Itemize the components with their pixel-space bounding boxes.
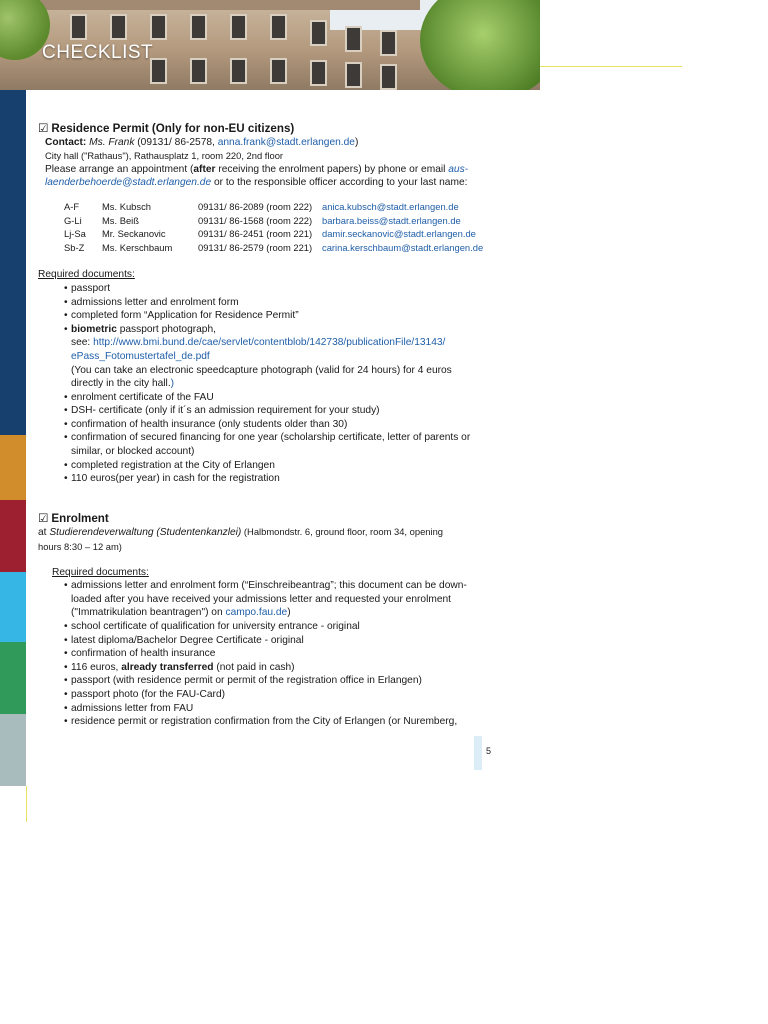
residence-section-title: ☑ Residence Permit (Only for non-EU citizens) [38, 122, 295, 135]
building-window [150, 14, 167, 40]
table-row: A-F Ms. Kubsch 09131/ 86-2089 (room 222) anica.kubsch@stadt.erlangen.de [64, 200, 483, 214]
building-window [270, 14, 287, 40]
color-bar-red [0, 500, 26, 572]
list-item: • passport (with residence permit or permit of the registration office in Erlangen) [64, 674, 508, 688]
list-item: • admissions letter and enrolment form (“Einschreibeantrag”; this document can be down- loaded after you have received your admissions letter and requested your enrolment ("Immatrikulation beantragen") on campo.fau.de) [64, 579, 508, 620]
list-item: • admissions letter and enrolment form [64, 296, 508, 310]
checkbox-icon: ☑ [38, 511, 49, 525]
tree-foliage-right [420, 0, 540, 90]
margin-rule [26, 786, 27, 822]
email-link[interactable]: anna.frank@stadt.erlangen.de [217, 136, 355, 148]
list-item: • residence permit or registration confirmation from the City of Erlangen (or Nuremberg, [64, 715, 508, 729]
color-bar-navy [0, 90, 26, 435]
enrolment-section-title: ☑ Enrolment [38, 511, 109, 525]
building-window [380, 64, 397, 90]
residence-contact: Contact: Ms. Frank (09131/ 86-2578, anna.frank@stadt.erlangen.de) [45, 136, 359, 148]
email-link[interactable]: barbara.beiss@stadt.erlangen.de [322, 214, 461, 226]
list-item: • completed form “Application for Residence Permit” [64, 309, 508, 323]
residence-address: City hall ("Rathaus"), Rathausplatz 1, room 220, 2nd floor [45, 150, 284, 162]
url-link[interactable]: campo.fau.de [225, 607, 288, 619]
required-docs-heading: Required documents: [52, 566, 149, 578]
appointment-text: Please arrange an appointment (after receiving the enrolment papers) by phone or email aus- laenderbehoerde@stadt.erlangen.de or to the responsible officer according to your last name: [45, 163, 469, 189]
email-link[interactable]: laenderbehoerde@stadt.erlangen.de [45, 177, 212, 189]
building-cornice [0, 0, 420, 10]
color-bar-grey [0, 714, 26, 786]
list-item: • admissions letter from FAU [64, 702, 508, 716]
enrolment-docs-list [38, 579, 508, 729]
building-window [230, 58, 247, 84]
email-link[interactable]: anica.kubsch@stadt.erlangen.de [322, 200, 459, 212]
table-row: Lj-Sa Mr. Seckanovic 09131/ 86-2451 (room 221) damir.seckanovic@stadt.erlangen.de [64, 227, 483, 241]
page-title: CHECKLIST [42, 42, 154, 63]
enrolment-location: at Studierendeverwaltung (Studentenkanzlei) (Halbmondstr. 6, ground floor, room 34, opening [38, 526, 444, 539]
page-number: 5 [486, 746, 492, 756]
building-window [190, 14, 207, 40]
list-item: • confirmation of secured financing for one year (scholarship certificate, letter of parents or similar, or blocked account) [64, 431, 508, 458]
list-item: • passport photo (for the FAU-Card) [64, 688, 508, 702]
table-row: Sb-Z Ms. Kerschbaum 09131/ 86-2579 (room 221) carina.kerschbaum@stadt.erlangen.de [64, 241, 484, 253]
building-window [70, 14, 87, 40]
email-link[interactable]: carina.kerschbaum@stadt.erlangen.de [322, 241, 484, 253]
list-item: • passport [64, 282, 508, 296]
page-number-bar [474, 736, 482, 770]
url-link[interactable]: ePass_Fotomustertafel_de.pdf [71, 350, 210, 362]
officers-table [64, 200, 483, 254]
building-window [230, 14, 247, 40]
email-link[interactable]: damir.seckanovic@stadt.erlangen.de [322, 228, 476, 240]
header-building-photo [0, 0, 540, 90]
header-rule [540, 66, 682, 67]
building-window [270, 58, 287, 84]
building-window [310, 60, 327, 86]
residence-docs-list [38, 282, 508, 486]
color-bar-green [0, 642, 26, 714]
color-bar-orange [0, 435, 26, 500]
list-item: • 110 euros(per year) in cash for the registration [64, 472, 508, 486]
building-window [110, 14, 127, 40]
color-bar-cyan [0, 572, 26, 642]
building-window [380, 30, 397, 56]
building-window [310, 20, 327, 46]
list-item: • completed registration at the City of Erlangen [64, 459, 508, 473]
document-body [38, 122, 508, 729]
table-row: G-Li Ms. Beiß 09131/ 86-1568 (room 222) barbara.beiss@stadt.erlangen.de [64, 214, 483, 228]
enrolment-hours: hours 8:30 – 12 am) [38, 541, 122, 553]
list-item: • DSH- certificate (only if it´s an admission requirement for your study) [64, 404, 508, 418]
email-link[interactable]: aus- [448, 163, 469, 175]
checkbox-icon: ☑ [38, 122, 49, 135]
building-window [345, 26, 362, 52]
list-item: • latest diploma/Bachelor Degree Certificate - original [64, 634, 508, 648]
list-item: • school certificate of qualification for university entrance - original [64, 620, 508, 634]
building-window [345, 62, 362, 88]
list-item: • enrolment certificate of the FAU [64, 391, 508, 405]
building-window [190, 58, 207, 84]
list-item: • 116 euros, already transferred (not paid in cash) [64, 661, 508, 675]
required-docs-heading: Required documents: [38, 269, 135, 281]
url-link[interactable]: http://www.bmi.bund.de/cae/servlet/contentblob/142738/publicationFile/13143/ [93, 337, 446, 349]
list-item: • biometric passport photograph, see: http://www.bmi.bund.de/cae/servlet/contentblob/142738/publicationFile/13143/ ePass_Fotomustertafel_de.pdf (You can take an electronic speedcapture photograph (valid for 24 hours) for 4 euros directly in the city hall.) [64, 323, 508, 391]
list-item: • confirmation of health insurance [64, 647, 508, 661]
list-item: • confirmation of health insurance (only students older than 30) [64, 418, 508, 432]
